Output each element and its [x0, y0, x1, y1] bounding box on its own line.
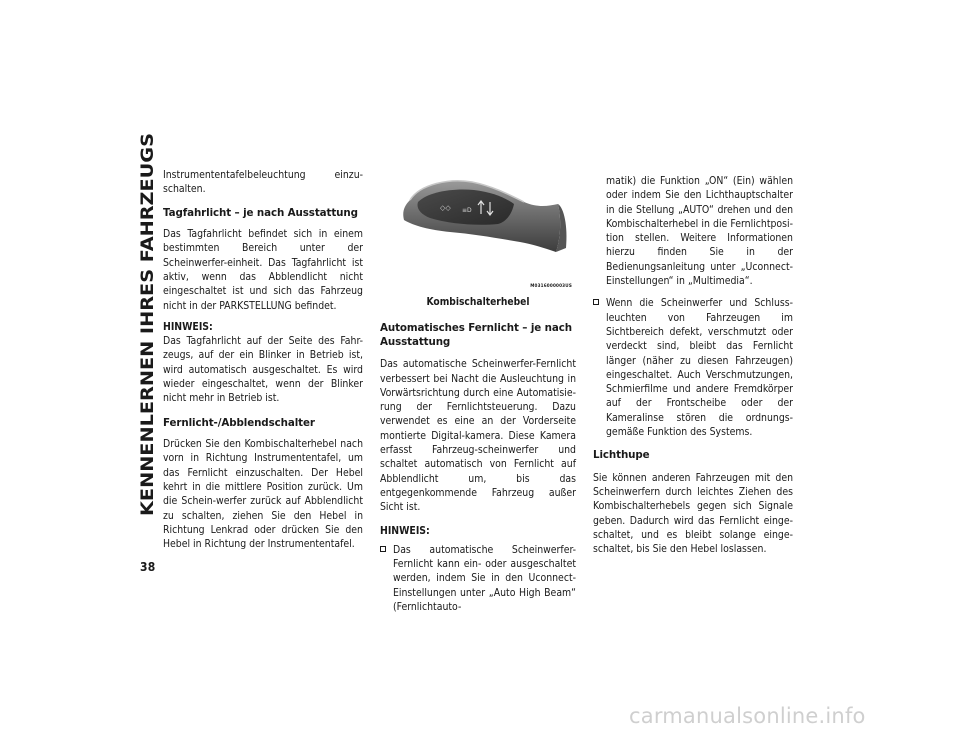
paragraph-fernlicht: Drücken Sie den Kombischalterhebel nach vorn in Richtung Instrumententafel, um das Fernlicht einzuschalten. Der Hebel kehrt in die mittlere Position zurück. Um die Schein-werfer zurück auf Abblendlicht zu schalten, ziehen Sie den Hebel in Richtung Lenkrad oder drücken Sie den Hebel in Richtung der Instrumententafel. — [163, 438, 363, 551]
heading-fernlicht: Fernlicht-/Abblendschalter — [163, 416, 315, 429]
lever-illustration — [380, 168, 576, 293]
hinweis-label-2: HINWEIS: — [380, 524, 430, 537]
paragraph-tagfahrlicht: Das Tagfahrlicht befindet sich in einem bestimmten Bereich unter der Scheinwerfer-einheit. Das Tagfahrlicht ist aktiv, wenn das Abblendlicht nicht eingeschaltet ist und sich das Fahrzeug nicht in der PARKSTELLUNG befindet. — [163, 228, 363, 312]
bullet-square-icon — [380, 546, 386, 552]
section-title-text: KENNENLERNEN IHRES FAHRZEUGS — [138, 172, 158, 516]
figure-caption: Kombischalterhebel — [426, 297, 530, 308]
page-number: 38 — [140, 560, 156, 574]
bullet-item — [380, 543, 576, 614]
heading-tagfahrlicht: Tagfahrlicht – je nach Ausstattung — [163, 206, 358, 219]
heading-auto-fernlicht: Automatisches Fernlicht – je nach Ausstattung — [380, 322, 572, 348]
section-title — [136, 133, 158, 516]
figure-kombischalterhebel — [380, 168, 576, 296]
column-right — [593, 168, 793, 557]
svg-text:≡D: ≡D — [462, 207, 472, 214]
hinweis-text: Das Tagfahrlicht auf der Seite des Fahr-zeugs, auf der ein Blinker in Betrieb ist, wird automatisch ausgeschaltet. Es wird wieder eingeschaltet, wenn der Blinker nicht mehr in Betrieb ist. — [163, 335, 363, 405]
column-left — [163, 168, 363, 552]
bullet-square-icon — [593, 299, 599, 305]
bullet-continuation — [593, 174, 793, 288]
figure-code: M0316000003US — [530, 283, 572, 289]
bullet-text: Wenn die Scheinwerfer und Schluss-leuchten von Fahrzeugen im Sichtbereich defekt, verschmutzt oder verdeckt sind, bleibt das Fernlicht länger (näher zu diesen Fahrzeugen) eingeschaltet. Auch Verschmutzungen, Schmierfilme und andere Fremdkörper auf der Frontscheibe oder der Kameralinse stören die ordnungs-gemäße Funktion des Systems. — [606, 297, 793, 439]
paragraph-auto-fernlicht: Das automatische Scheinwerfer-Fernlicht verbessert bei Nacht die Ausleuchtung in Vorwärtsrichtung durch eine Automatisie-rung der Fernlichtsteuerung. Dazu verwendet es eine an der Vorderseite montierte Digital-kamera. Diese Kamera erfasst Fahrzeug-scheinwerfer und schaltet automatisch von Fernlicht auf Abblendlicht um, bis das entgegenkommende Fahrzeug außer Sicht ist. — [380, 358, 576, 514]
column-middle — [380, 168, 576, 614]
paragraph-lichthupe: Sie können anderen Fahrzeugen mit den Scheinwerfern durch leichtes Ziehen des Kombischalterhebels gegen sich Signale geben. Dadurch wird das Fernlicht einge-schaltet, und es bleibt solange einge-schaltet, bis Sie den Hebel loslassen. — [593, 471, 793, 556]
bullet-item — [593, 296, 793, 439]
svg-text:◇◇: ◇◇ — [440, 204, 451, 212]
bullet-text: matik) die Funktion „ON“ (Ein) wählen oder indem Sie den Lichthauptschalter in die Stellung „AUTO“ drehen und den Kombischalterhebel in die Fernlichtposi-tion stellen. Weitere Informationen hierzu finden Sie in der Bedienungsanleitung unter „Uconnect-Einstellungen“ in „Multimedia“. — [606, 175, 793, 288]
hinweis-block — [163, 320, 363, 406]
heading-lichthupe: Lichthupe — [593, 449, 650, 462]
intro-text: Instrumententafelbeleuchtung einzu-schalten. — [163, 169, 363, 196]
bullet-text: Das automatische Scheinwerfer-Fernlicht kann ein- oder ausgeschaltet werden, indem Sie in den Uconnect-Einstellungen unter „Auto High Beam“ (Fernlichtauto- — [393, 543, 576, 614]
watermark: carmanualsonline.info — [629, 704, 866, 728]
hinweis-label: HINWEIS: — [163, 320, 213, 333]
